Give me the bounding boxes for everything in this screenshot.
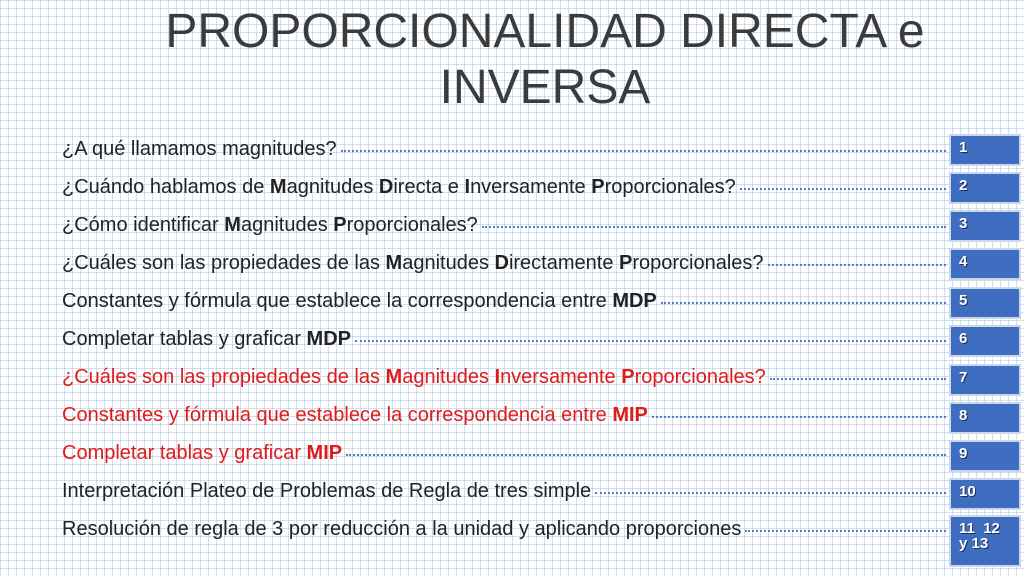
topic-item-text: Constantes y fórmula que establece la correspondencia entre <box>62 404 613 426</box>
topic-item-text: nversamente <box>470 176 592 198</box>
dotted-connector <box>341 150 946 152</box>
topic-item-text: roporcionales? <box>634 366 766 388</box>
topic-item-text: M <box>224 214 241 236</box>
dotted-connector <box>652 416 946 418</box>
topic-item-8[interactable] <box>62 400 648 430</box>
topic-item-2[interactable] <box>62 172 736 202</box>
topic-item-text: irectamente <box>508 252 620 274</box>
topic-item-text: M <box>385 252 403 274</box>
topic-item-text: MIP <box>306 442 343 464</box>
link-button-10[interactable]: 10 <box>949 478 1021 510</box>
topic-item-10[interactable] <box>62 476 591 506</box>
link-button-9[interactable]: 9 <box>949 440 1021 472</box>
link-button-7[interactable]: 7 <box>949 364 1021 396</box>
topic-item-4[interactable] <box>62 248 764 278</box>
dotted-connector <box>355 340 946 342</box>
topic-item-text: agnitudes <box>402 252 495 274</box>
dotted-connector <box>661 302 946 304</box>
topic-item-6[interactable] <box>62 324 351 354</box>
topic-item-text: roporcionales? <box>346 214 478 236</box>
topic-item-text: ¿Cuáles son las propiedades de las <box>62 252 386 274</box>
dotted-connector <box>768 264 946 266</box>
dotted-connector <box>482 226 946 228</box>
dotted-connector <box>745 530 946 532</box>
link-button-6[interactable]: 6 <box>949 325 1021 357</box>
topic-item-text: roporcionales? <box>604 176 736 198</box>
link-button-5[interactable]: 5 <box>949 287 1021 319</box>
dotted-connector <box>770 378 946 380</box>
link-button-8[interactable]: 8 <box>949 402 1021 434</box>
topic-item-text: ¿Cómo identificar <box>62 214 225 236</box>
topic-item-3[interactable] <box>62 210 478 240</box>
dotted-connector <box>740 188 946 190</box>
link-button-4[interactable]: 4 <box>949 248 1021 280</box>
topic-item-text: MDP <box>306 328 351 350</box>
topic-item-text: D <box>378 176 394 198</box>
topic-item-text: Completar tablas y graficar <box>62 328 307 350</box>
dotted-connector <box>346 454 946 456</box>
link-button-1[interactable]: 1 <box>949 134 1021 166</box>
topic-item-text: M <box>269 176 287 198</box>
topic-item-text: ¿A qué llamamos magnitudes? <box>62 138 337 160</box>
topic-item-11[interactable] <box>62 514 741 544</box>
topic-item-text: agnitudes <box>240 214 334 236</box>
topic-item-text: ¿Cuáles son las propiedades de las <box>62 366 386 388</box>
topic-item-1[interactable] <box>62 134 337 164</box>
topic-item-text: M <box>385 366 403 388</box>
topic-item-text: I <box>464 176 471 198</box>
topic-item-text: D <box>494 252 509 274</box>
topic-item-text: I <box>494 366 501 388</box>
topic-item-text: P <box>591 176 605 198</box>
topic-item-text: Resolución de regla de 3 por reducción a la unidad y aplicando proporciones <box>62 518 742 540</box>
topic-item-text: agnitudes <box>402 366 495 388</box>
topic-item-text: ¿Cuándo hablamos de <box>62 176 270 198</box>
topic-item-5[interactable] <box>62 286 657 316</box>
link-button-3[interactable]: 3 <box>949 210 1021 242</box>
topic-item-text: roporcionales? <box>632 252 764 274</box>
link-button-2[interactable]: 2 <box>949 172 1021 204</box>
topic-item-text: agnitudes <box>286 176 379 198</box>
topic-item-text: irecta e <box>393 176 465 198</box>
slide-title: PROPORCIONALIDAD DIRECTA e INVERSA <box>165 5 925 114</box>
dotted-connector <box>595 492 946 494</box>
link-button-11[interactable]: 11 12 y 13 <box>949 515 1021 567</box>
topic-item-text: P <box>621 366 635 388</box>
topic-item-text: nversamente <box>500 366 622 388</box>
topic-item-text: MIP <box>612 404 648 426</box>
topic-item-9[interactable] <box>62 438 342 468</box>
topic-item-7[interactable] <box>62 362 766 392</box>
topic-item-text: P <box>619 252 633 274</box>
topic-item-text: Interpretación Plateo de Problemas de Regla de tres simple <box>62 480 592 502</box>
topic-item-text: Completar tablas y graficar <box>62 442 307 464</box>
topic-item-text: P <box>333 214 347 236</box>
topic-item-text: Constantes y fórmula que establece la correspondencia entre <box>62 290 613 312</box>
topic-item-text: MDP <box>612 290 657 312</box>
